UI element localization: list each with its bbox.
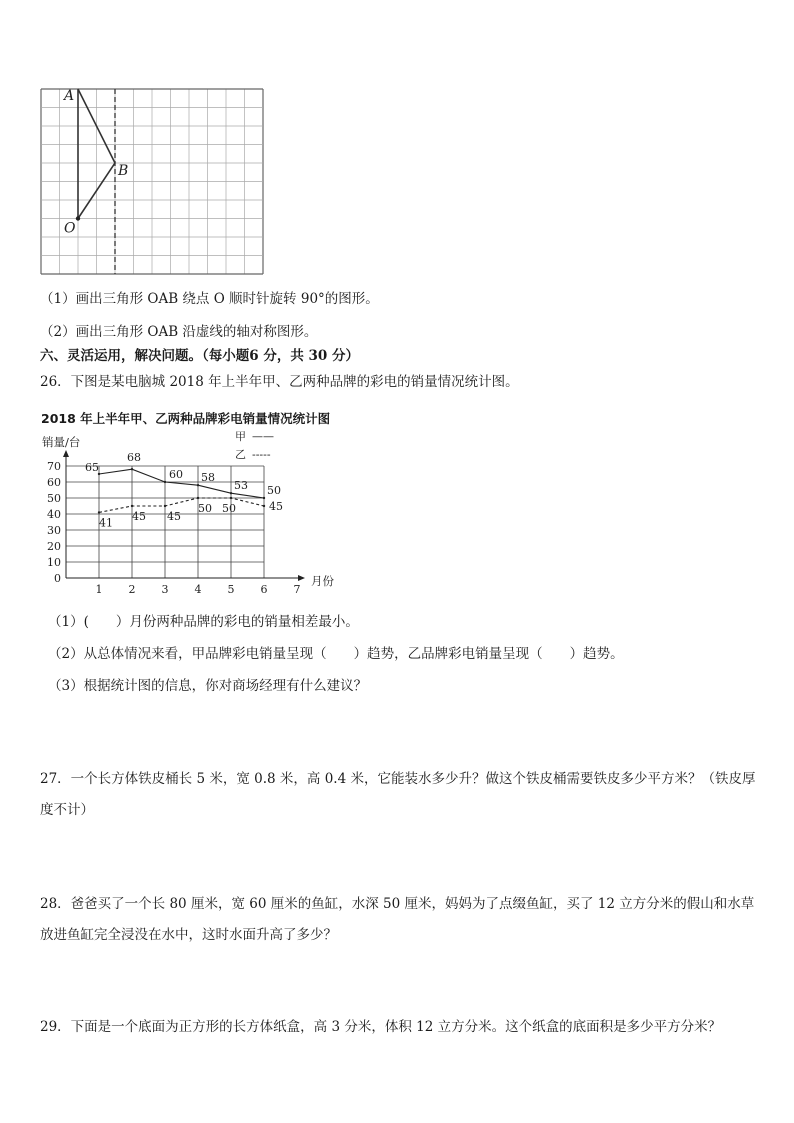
data-point-yi [230,497,232,499]
q29-text: 29．下面是一个底面为正方形的长方体纸盒，高 3 分米，体积 12 立方分米。这个纸盒的底面积是多少平方分米？ [40,1019,722,1035]
legend-series-yi-symbol: ----- [252,448,271,461]
q28-line1: 28．爸爸买了一个长 80 厘米，宽 60 厘米的鱼缸，水深 50 厘米，妈妈为了点缀鱼缸，买了 12 立方分米的假山和水草 [40,896,755,912]
point-a-label: A [64,88,75,104]
x-tick-label: 1 [95,583,103,596]
data-point-yi [263,505,265,507]
data-point-yi [164,505,166,507]
chart-series [85,451,283,529]
data-label-jia: 60 [169,468,183,481]
y-tick-label: 70 [47,460,61,473]
y-tick-label: 20 [47,540,61,553]
y-tick-label: 10 [47,556,61,569]
triangle-grid-figure [40,88,266,273]
data-label-jia: 53 [234,479,248,493]
y-axis-arrow [63,450,69,457]
x-tick-label: 2 [128,583,136,596]
legend-series-jia-name: 甲 [235,430,246,443]
x-tick-label: 4 [194,583,202,596]
y-tick-label: 60 [47,476,61,489]
data-label-yi: 45 [132,510,146,523]
q25-sub1: （1）画出三角形 OAB 绕点 O 顺时针旋转 90°的图形。 [40,291,379,307]
y-axis-label: 销量/台 [42,435,81,449]
x-tick-label: 7 [293,583,301,596]
x-axis-arrow [298,575,305,581]
data-label-jia: 68 [127,451,141,465]
q27-line2: 度不计） [40,802,94,818]
x-tick-label: 5 [227,583,235,596]
grid-lines [41,89,263,274]
q27-line1: 27．一个长方体铁皮桶长 5 米，宽 0.8 米，高 0.4 米，它能装水多少升？做这个铁皮桶需要铁皮多少平方米？（铁皮厚 [40,771,756,787]
sales-line-chart [30,428,350,598]
data-label-yi: 50 [222,502,236,515]
q26-sub2: （2）从总体情况来看，甲品牌彩电销量呈现（ ）趋势，乙品牌彩电销量呈现（ ）趋势。 [48,646,624,662]
q28-line2: 放进鱼缸完全浸没在水中，这时水面升高了多少？ [40,927,337,943]
q26-sub1: （1）( ）月份两种品牌的彩电的销量相差最小。 [48,614,359,630]
chart-title: 2018 年上半年甲、乙两种品牌彩电销量情况统计图 [41,411,331,426]
data-point-yi [98,511,100,513]
legend-series-jia-symbol: —— [252,430,274,443]
data-point-jia [131,468,133,470]
data-point-jia [197,484,199,486]
data-label-jia: 50 [267,484,281,497]
section6-heading: 六、灵活运用，解决问题。（每小题6 分，共 30 分） [40,348,360,364]
data-point-jia [263,497,265,499]
q25-sub2: （2）画出三角形 OAB 沿虚线的轴对称图形。 [40,324,318,340]
point-o-label: O [64,220,76,237]
series-line-yi [99,498,264,512]
point-b-label: B [118,163,129,179]
q26-sub3: （3）根据统计图的信息，你对商场经理有什么建议？ [48,678,368,694]
y-tick-label: 0 [54,572,61,585]
data-label-jia: 58 [201,471,215,485]
legend-series-yi-name: 乙 [235,448,246,461]
y-tick-label: 30 [47,524,61,537]
x-tick-label: 6 [260,583,268,596]
data-label-yi: 45 [269,500,283,513]
data-point-jia [230,492,232,494]
data-point-jia [164,481,166,483]
point-o-dot [76,216,80,220]
data-point-yi [131,505,133,507]
y-tick-label: 40 [47,508,61,521]
legend [235,430,274,461]
data-point-yi [197,497,199,499]
x-axis-label: 月份 [311,574,334,588]
x-tick-label: 3 [161,583,169,596]
data-label-yi: 45 [167,510,181,523]
data-label-yi: 41 [99,516,113,530]
data-label-yi: 50 [198,502,212,515]
q26-text: 26．下图是某电脑城 2018 年上半年甲、乙两种品牌的彩电的销量情况统计图。 [40,374,519,390]
y-tick-label: 50 [47,492,61,505]
data-label-jia: 65 [85,461,99,474]
